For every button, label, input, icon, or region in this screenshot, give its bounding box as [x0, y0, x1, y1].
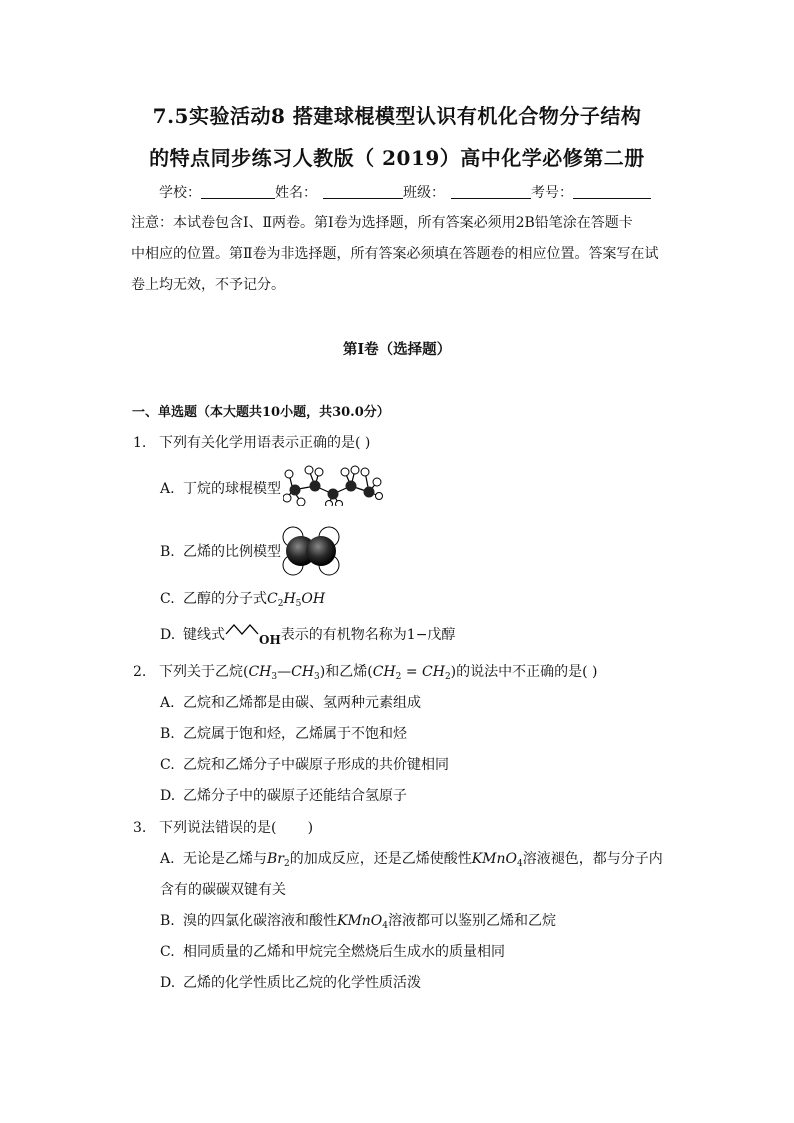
number-label: 考号：: [531, 185, 573, 201]
option-text: 乙烯分子中的碳原子还能结合氢原子: [183, 788, 407, 804]
formula-part: KMnO: [337, 913, 383, 929]
q1-option-b[interactable]: [160, 541, 281, 561]
butane-ball-and-stick-model: [283, 462, 383, 506]
formula-part: OH: [301, 591, 326, 607]
formula-part: —: [277, 664, 292, 680]
formula-part: Br: [267, 851, 284, 867]
option-label: D.: [160, 627, 176, 643]
school-field[interactable]: [201, 184, 275, 199]
option-label: A.: [160, 481, 175, 497]
part-title: 一、单选题（本大题共10小题，共30.0分）: [132, 405, 390, 420]
instructions-line: 卷上均无效，不予记分。: [131, 277, 285, 293]
school-label: 学校：: [159, 185, 201, 201]
formula-part: C: [267, 591, 278, 607]
name-label: 姓名：: [275, 185, 317, 201]
formula-sub: 2: [395, 672, 402, 682]
option-text: 丁烷的球棍模型: [183, 481, 281, 497]
question-text: 下列说法错误的是( ): [159, 820, 314, 836]
formula-part: KMnO: [471, 851, 518, 867]
skeletal-oh-label: OH: [259, 633, 281, 647]
q3-option-d[interactable]: [160, 972, 421, 992]
option-text: 乙醇的分子式: [183, 591, 267, 607]
option-label: B.: [160, 913, 175, 929]
instructions-line: 中相应的位置。第Ⅱ卷为非选择题，所有答案必须填在答题卷的相应位置。答案写在试: [131, 246, 659, 262]
option-text: 溶液褪色，都与分子内: [522, 851, 663, 867]
section-title: 第Ⅰ卷（选择题）: [342, 341, 452, 358]
option-text: 相同质量的乙烯和甲烷完全燃烧后生成水的质量相同: [183, 944, 505, 960]
option-label: D.: [160, 788, 176, 804]
option-label: C.: [160, 944, 175, 960]
q1-option-c[interactable]: [160, 588, 325, 609]
question-number: 3.: [133, 820, 147, 836]
formula-sub: 4: [382, 921, 389, 931]
title-line-1: 7.5实验活动8 搭建球棍模型认识有机化合物分子结构: [152, 104, 642, 128]
question-2-stem: [133, 661, 598, 682]
option-label: B.: [160, 544, 175, 560]
option-text: 乙烯的比例模型: [183, 544, 281, 560]
formula-sub: 5: [295, 599, 302, 609]
q1-option-a[interactable]: [160, 478, 281, 498]
option-label: B.: [160, 726, 175, 742]
q3-option-a[interactable]: [160, 848, 663, 869]
option-label: C.: [160, 591, 175, 607]
question-number: 1.: [133, 435, 147, 451]
option-text: 键线式: [183, 627, 225, 643]
option-label: D.: [160, 975, 176, 991]
option-text: 溴的四氯化碳溶液和酸性: [183, 913, 337, 929]
option-label: A.: [160, 695, 175, 711]
q1-option-d[interactable]: [160, 624, 455, 647]
class-label: 班级：: [403, 185, 445, 201]
question-number: 2.: [133, 664, 147, 680]
option-text: 无论是乙烯与: [183, 851, 267, 867]
student-info-row: [159, 182, 651, 202]
question-1-stem: [133, 432, 370, 452]
q3-option-c[interactable]: [160, 941, 505, 961]
option-text: 的加成反应，还是乙烯使酸性: [289, 851, 472, 867]
class-field[interactable]: [451, 184, 531, 199]
formula-sub: 2: [277, 599, 284, 609]
q2-option-a[interactable]: [160, 692, 421, 712]
name-field[interactable]: [323, 184, 403, 199]
q2-option-d[interactable]: [160, 785, 407, 805]
question-text: 下列有关化学用语表示正确的是( ): [159, 435, 371, 451]
option-text: 溶液都可以鉴别乙烯和乙烷: [388, 913, 557, 929]
formula-sub: 2: [444, 672, 451, 682]
q2-option-c[interactable]: [160, 754, 449, 774]
number-field[interactable]: [573, 184, 651, 199]
option-text: 表示的有机物名称为1−戊醇: [280, 627, 456, 643]
option-text: 乙烷和乙烯都是由碳、氢两种元素组成: [183, 695, 421, 711]
instructions-line: 注意：本试卷包含Ⅰ、Ⅱ两卷。第Ⅰ卷为选择题，所有答案必须用2B铅笔涂在答题卡: [131, 215, 633, 231]
question-text: )和乙烯(: [319, 664, 373, 680]
formula-sub: 2: [283, 859, 290, 869]
instructions: [131, 208, 671, 301]
formula-part: CH: [422, 664, 445, 680]
q3-option-b[interactable]: [160, 910, 556, 931]
title-line-2: 的特点同步练习人教版（ 2019）高中化学必修第二册: [149, 146, 645, 170]
formula-part: CH: [248, 664, 272, 680]
option-label: A.: [160, 851, 175, 867]
question-text: )的说法中不正确的是( ): [450, 664, 598, 680]
formula-sub: 3: [271, 672, 278, 682]
ethylene-space-filling-model: [279, 525, 345, 577]
formula-sub: 3: [314, 672, 320, 682]
formula-sub: 4: [517, 859, 523, 869]
q3-option-a-continued: [160, 879, 286, 899]
formula-part: =: [401, 664, 423, 680]
formula-part: CH: [291, 664, 315, 680]
question-text: 下列关于乙烷(: [159, 664, 249, 680]
q2-option-b[interactable]: [160, 723, 407, 743]
option-label: C.: [160, 757, 175, 773]
formula-part: H: [283, 591, 296, 607]
skeletal-formula: [225, 625, 263, 641]
option-text: 乙烷和乙烯分子中碳原子形成的共价键相同: [183, 757, 449, 773]
option-text: 乙烷属于饱和烃，乙烯属于不饱和烃: [183, 726, 407, 742]
skeletal-zigzag-icon: [225, 621, 263, 637]
question-3-stem: [133, 817, 313, 837]
formula-part: CH: [372, 664, 396, 680]
option-text: 含有的碳碳双键有关: [160, 882, 286, 898]
option-text: 乙烯的化学性质比乙烷的化学性质活泼: [183, 975, 421, 991]
